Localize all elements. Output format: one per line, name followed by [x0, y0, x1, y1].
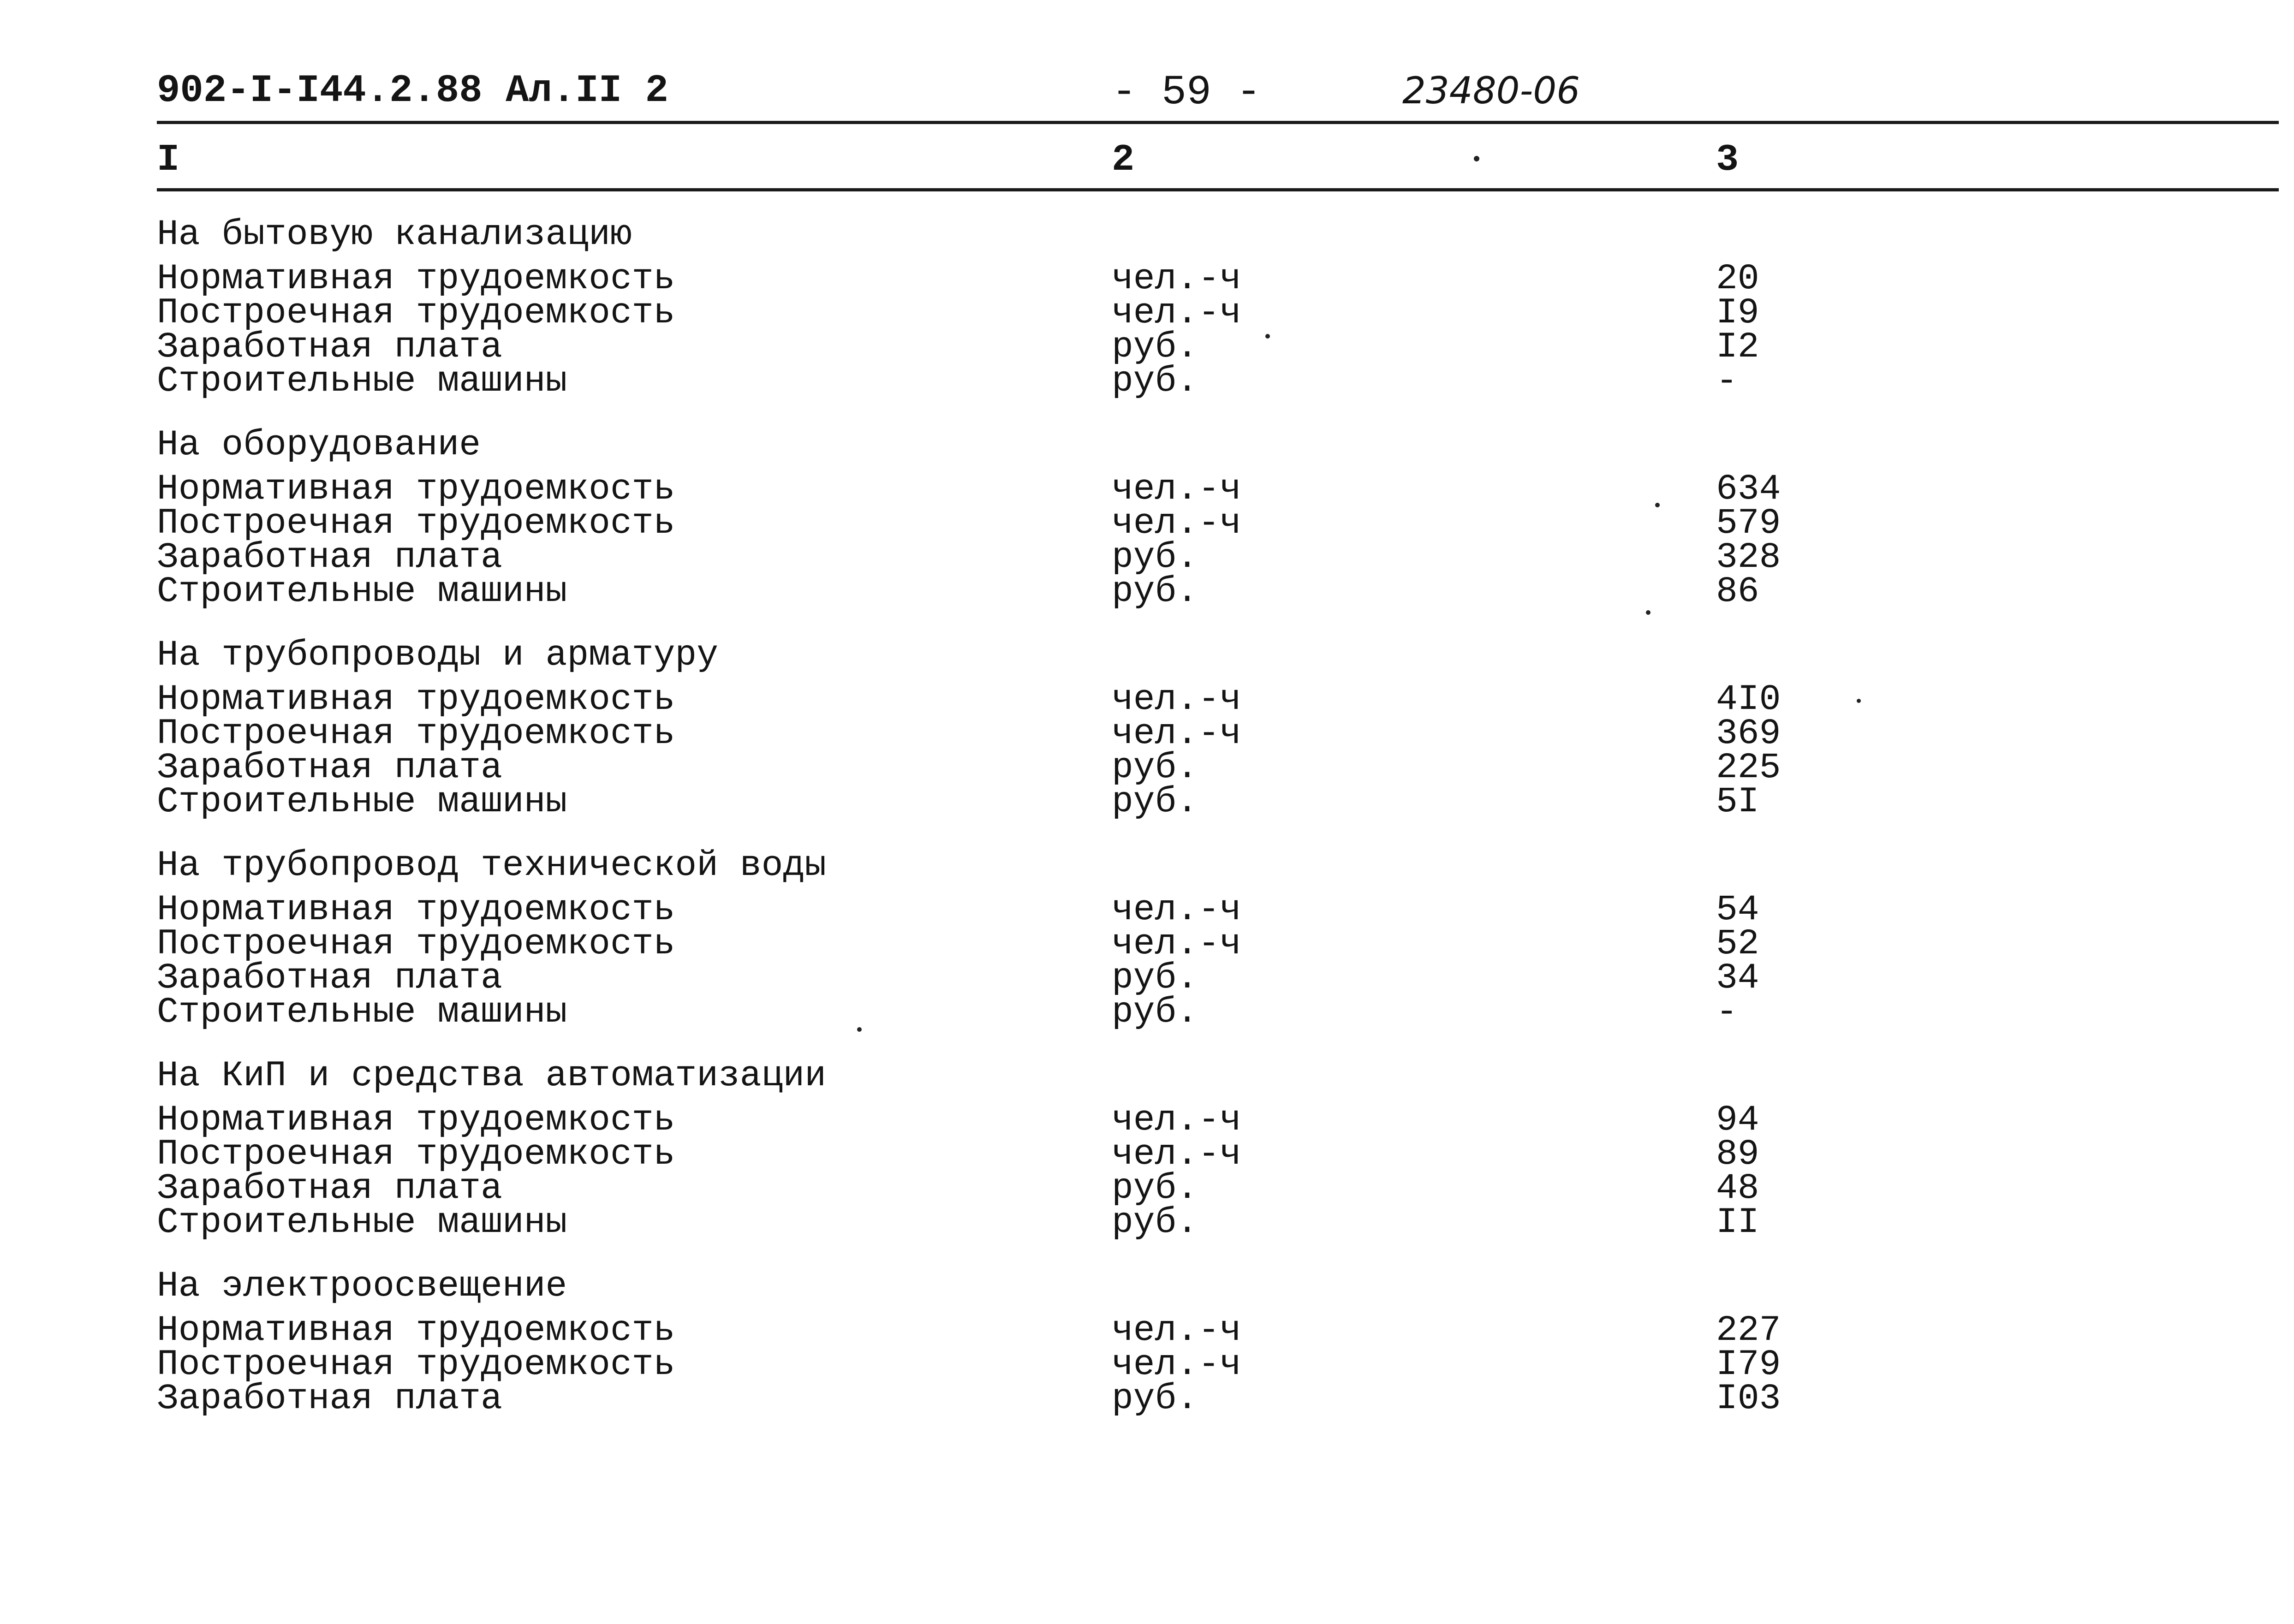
row-name: Строительные машины — [157, 361, 567, 402]
row-value: 86 — [1716, 571, 1759, 612]
row-value: 579 — [1716, 503, 1781, 544]
table-row — [157, 293, 2187, 333]
row-unit: чел.-ч — [1112, 924, 1241, 964]
section-title: На оборудование — [157, 425, 481, 465]
row-unit: руб. — [1112, 1379, 1198, 1419]
column-header-3: 3 — [1716, 138, 1739, 181]
table-row — [157, 503, 2187, 544]
row-name: Заработная плата — [157, 327, 502, 368]
table-row — [157, 1100, 2187, 1141]
row-unit: руб. — [1112, 1202, 1198, 1243]
row-unit: руб. — [1112, 992, 1198, 1033]
row-name: Построечная трудоемкость — [157, 293, 675, 333]
row-value: 369 — [1716, 714, 1781, 754]
row-unit: чел.-ч — [1112, 714, 1241, 754]
row-value: - — [1716, 361, 1738, 402]
row-name: Строительные машины — [157, 782, 567, 822]
row-name: Строительные машины — [157, 992, 567, 1033]
row-unit: руб. — [1112, 361, 1198, 402]
row-name: Нормативная трудоемкость — [157, 1310, 675, 1351]
row-value: I79 — [1716, 1344, 1781, 1385]
table-row — [157, 537, 2187, 578]
row-unit: руб. — [1112, 782, 1198, 822]
table-row — [157, 782, 2187, 822]
row-name: Нормативная трудоемкость — [157, 679, 675, 720]
table-row — [157, 1344, 2187, 1385]
row-unit: руб. — [1112, 958, 1198, 999]
table-row — [157, 1134, 2187, 1175]
page-number: - 59 - — [1112, 69, 1262, 116]
table-row — [157, 259, 2187, 299]
table-row — [157, 327, 2187, 368]
row-value: 634 — [1716, 469, 1781, 510]
row-name: Строительные машины — [157, 571, 567, 612]
table-row — [157, 679, 2187, 720]
table-row — [157, 748, 2187, 788]
table-row — [157, 1379, 2187, 1419]
row-unit: чел.-ч — [1112, 890, 1241, 930]
document-code: 902-I-I44.2.88 Ал.II 2 — [157, 69, 668, 113]
table-row — [157, 571, 2187, 612]
row-name: Нормативная трудоемкость — [157, 890, 675, 930]
row-value: 20 — [1716, 259, 1759, 299]
table-row — [157, 890, 2187, 930]
row-name: Заработная плата — [157, 958, 502, 999]
scan-speck — [1857, 699, 1861, 703]
row-value: 54 — [1716, 890, 1759, 930]
section — [157, 1264, 2187, 1419]
row-unit: чел.-ч — [1112, 469, 1241, 510]
section-title: На трубопровод технической воды — [157, 845, 827, 886]
row-value: 5I — [1716, 782, 1759, 822]
row-unit: руб. — [1112, 327, 1198, 368]
row-value: 227 — [1716, 1310, 1781, 1351]
row-name: Заработная плата — [157, 537, 502, 578]
row-unit: руб. — [1112, 748, 1198, 788]
row-value: 52 — [1716, 924, 1759, 964]
row-name: Строительные машины — [157, 1202, 567, 1243]
section — [157, 1053, 2187, 1243]
table-row — [157, 469, 2187, 510]
scan-speck — [1646, 610, 1650, 615]
column-header-2: 2 — [1112, 138, 1135, 181]
table-row — [157, 361, 2187, 402]
row-value: - — [1716, 992, 1738, 1033]
row-value: 48 — [1716, 1168, 1759, 1209]
row-name: Нормативная трудоемкость — [157, 469, 675, 510]
row-name: Построечная трудоемкость — [157, 924, 675, 964]
row-unit: чел.-ч — [1112, 259, 1241, 299]
section — [157, 212, 2187, 402]
table-row — [157, 958, 2187, 999]
row-unit: чел.-ч — [1112, 1100, 1241, 1141]
row-value: 328 — [1716, 537, 1781, 578]
row-name: Нормативная трудоемкость — [157, 259, 675, 299]
row-value: 4I0 — [1716, 679, 1781, 720]
row-value: I9 — [1716, 293, 1759, 333]
section — [157, 422, 2187, 612]
table-row — [157, 1310, 2187, 1351]
row-unit: чел.-ч — [1112, 1310, 1241, 1351]
row-unit: руб. — [1112, 1168, 1198, 1209]
row-unit: руб. — [1112, 571, 1198, 612]
scan-speck — [1265, 334, 1270, 339]
row-value: 34 — [1716, 958, 1759, 999]
row-name: Нормативная трудоемкость — [157, 1100, 675, 1141]
section-title: На бытовую канализацию — [157, 214, 632, 255]
scan-speck — [857, 1027, 862, 1032]
row-unit: чел.-ч — [1112, 1344, 1241, 1385]
section-title: На электроосвещение — [157, 1266, 567, 1307]
section — [157, 843, 2187, 1033]
row-unit: чел.-ч — [1112, 293, 1241, 333]
row-unit: чел.-ч — [1112, 503, 1241, 544]
row-value: II — [1716, 1202, 1759, 1243]
table-row — [157, 714, 2187, 754]
column-header-1: I — [157, 138, 180, 181]
row-name: Заработная плата — [157, 1168, 502, 1209]
header-rule — [157, 121, 2279, 124]
row-unit: руб. — [1112, 537, 1198, 578]
table-row — [157, 1168, 2187, 1209]
row-value: 225 — [1716, 748, 1781, 788]
scan-speck — [1474, 156, 1479, 161]
row-name: Построечная трудоемкость — [157, 714, 675, 754]
row-name: Построечная трудоемкость — [157, 503, 675, 544]
section-title: На КиП и средства автоматизации — [157, 1056, 827, 1096]
section-title: На трубопроводы и арматуру — [157, 635, 718, 676]
table-row — [157, 924, 2187, 964]
cost-table — [157, 212, 2187, 1440]
row-unit: чел.-ч — [1112, 679, 1241, 720]
row-value: I03 — [1716, 1379, 1781, 1419]
row-name: Заработная плата — [157, 1379, 502, 1419]
inventory-number: 23480-06 — [1402, 69, 1580, 112]
row-value: 89 — [1716, 1134, 1759, 1175]
row-value: 94 — [1716, 1100, 1759, 1141]
row-unit: чел.-ч — [1112, 1134, 1241, 1175]
table-row — [157, 1202, 2187, 1243]
section — [157, 633, 2187, 822]
column-header-rule — [157, 188, 2279, 191]
row-name: Заработная плата — [157, 748, 502, 788]
row-value: I2 — [1716, 327, 1759, 368]
table-row — [157, 992, 2187, 1033]
scan-speck — [1655, 503, 1660, 507]
row-name: Построечная трудоемкость — [157, 1134, 675, 1175]
row-name: Построечная трудоемкость — [157, 1344, 675, 1385]
